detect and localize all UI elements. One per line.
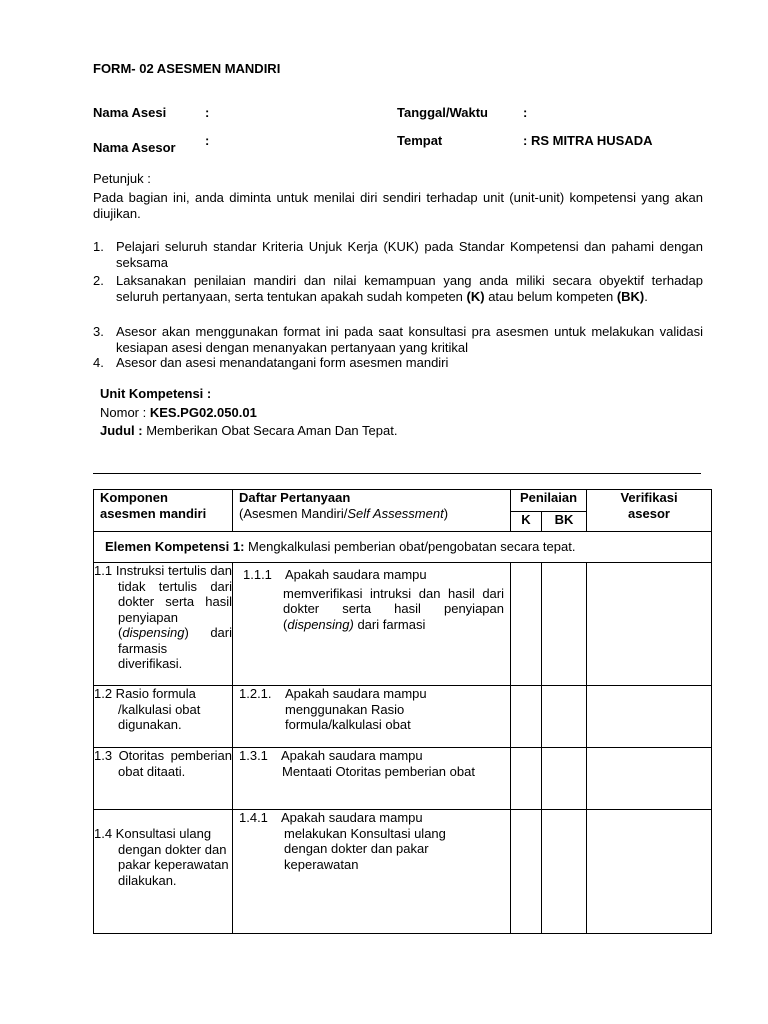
bk-checkbox-cell[interactable] [542,748,587,810]
unit-title: Unit Kompetensi : [100,386,212,401]
assessment-table [93,489,712,934]
komponen-cell: 1.4 Konsultasi ulang dengan dokter dan pakar keperawatan dilakukan. [94,810,233,934]
instruction-text: Pelajari seluruh standar Kriteria Unjuk Kerja (KUK) pada Standar Kompetensi dan pahami dengan seksama [116,239,703,270]
verifikasi-cell[interactable] [587,563,712,686]
verifikasi-cell[interactable] [587,748,712,810]
tanggal-label: Tanggal/Waktu [397,105,488,120]
verifikasi-cell[interactable] [587,686,712,748]
header-k: K [511,512,542,532]
instruction-text: Asesor akan menggunakan format ini pada saat konsultasi pra asesmen untuk melakukan validasi kesiapan asesi dengan menanyakan pertanyaan yang kritikal [116,324,703,355]
pertanyaan-cell: 1.2.1. Apakah saudara mampu menggunakan Rasio formula/kalkulasi obat [233,686,511,748]
instruction-item [93,273,703,305]
k-checkbox-cell[interactable] [511,748,542,810]
instruction-text: Asesor dan asesi menandatangani form asesmen mandiri [116,355,449,370]
nama-asesor-colon: : [205,133,210,148]
unit-nomor: Nomor : KES.PG02.050.01 [100,405,257,420]
table-row [94,748,712,810]
table-row [94,563,712,686]
header-verifikasi: Verifikasi asesor [587,490,712,532]
instruction-number: 3. [93,324,104,339]
komponen-cell: 1.2 Rasio formula /kalkulasi obat digunakan. [94,686,233,748]
header-daftar-pertanyaan: Daftar Pertanyaan (Asesmen Mandiri/Self Assessment) [233,490,511,532]
pertanyaan-cell: 1.4.1 Apakah saudara mampu melakukan Konsultasi ulang dengan dokter dan pakar keperawatan [233,810,511,934]
bk-checkbox-cell[interactable] [542,563,587,686]
nama-asesor-label: Nama Asesor [93,140,176,155]
tempat-label: Tempat [397,133,443,148]
form-title: FORM- 02 ASESMEN MANDIRI [93,61,281,76]
tempat-value: : RS MITRA HUSADA [523,133,653,148]
petunjuk-intro: Pada bagian ini, anda diminta untuk menilai diri sendiri terhadap unit (unit-unit) kompetensi yang akan diujikan. [93,190,703,221]
k-checkbox-cell[interactable] [511,563,542,686]
header-bk: BK [542,512,587,532]
k-checkbox-cell[interactable] [511,686,542,748]
tanggal-colon: : [523,105,528,120]
petunjuk-title: Petunjuk : [93,171,151,186]
nama-asesi-label: Nama Asesi [93,105,167,120]
table-row [94,810,712,934]
bk-checkbox-cell[interactable] [542,686,587,748]
header-penilaian: Penilaian [511,490,587,512]
instruction-item [93,239,703,271]
elemen-row: Elemen Kompetensi 1: Mengkalkulasi pemberian obat/pengobatan secara tepat. [94,532,712,563]
header-komponen: Komponen asesmen mandiri [94,490,233,532]
pertanyaan-cell: 1.1.1 Apakah saudara mampu memverifikasi intruksi dan hasil dari dokter serta hasil penyiapan (dispensing) dari farmasi [233,563,511,686]
bk-checkbox-cell[interactable] [542,810,587,934]
instruction-text: Laksanakan penilaian mandiri dan nilai kemampuan yang anda miliki secara obyektif terhadap seluruh pertanyaan, serta tentukan apakah sudah kompeten (K) atau belum kompeten (BK). [116,273,703,304]
nama-asesi-colon: : [205,105,210,120]
instruction-number: 2. [93,273,104,288]
instruction-number: 1. [93,239,104,254]
komponen-cell: 1.3 Otoritas pemberian obat ditaati. [94,748,233,810]
verifikasi-cell[interactable] [587,810,712,934]
table-row [94,686,712,748]
k-checkbox-cell[interactable] [511,810,542,934]
divider [93,473,701,474]
instruction-item [93,355,703,371]
instruction-item [93,324,703,356]
instruction-number: 4. [93,355,104,370]
unit-judul: Judul : Memberikan Obat Secara Aman Dan Tepat. [100,423,398,438]
komponen-cell: 1.1 Instruksi tertulis dan tidak tertulis dari dokter serta hasil penyiapan (dispensing) dari farmasis diverifikasi. [94,563,233,686]
pertanyaan-cell: 1.3.1 Apakah saudara mampu Mentaati Otoritas pemberian obat [233,748,511,810]
